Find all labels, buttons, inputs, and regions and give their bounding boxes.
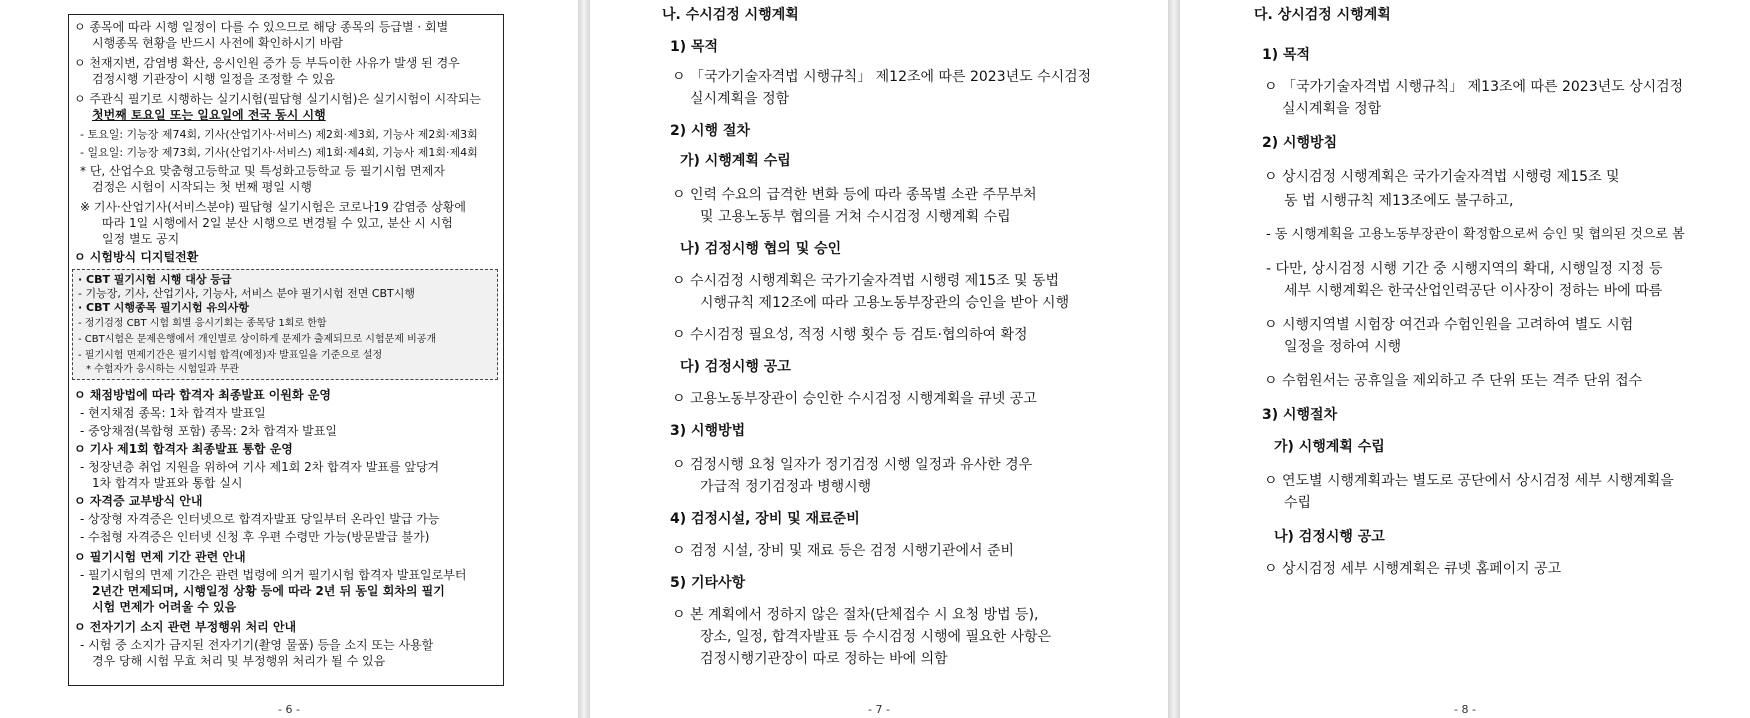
section-heading: ㅇ 자격증 교부방식 안내: [74, 494, 203, 508]
text-line: - 청장년층 취업 지원을 위하여 기사 제1회 2차 합격자 발표를 앞당겨: [80, 460, 440, 474]
text-line: ㅇ 시행지역별 시험장 여건과 수험인원을 고려하여 별도 시험: [1264, 317, 1634, 333]
page-number: - 7 -: [868, 703, 890, 716]
section-title: 나. 수시검정 시행계획: [662, 7, 799, 23]
cbt-heading: · CBT 시행종목 필기시험 유의사항: [78, 301, 249, 314]
text-line: - CBT시험은 문제은행에서 개인별로 상이하게 문제가 출제되므로 시험문제 비공개: [78, 334, 437, 345]
text-line: ㅇ 고용노동부장관이 승인한 수시검정 시행계획을 큐넷 공고: [672, 391, 1037, 407]
text-line: 경우 당해 시험 무효 처리 및 부정행위 처리가 될 수 있음: [92, 654, 386, 668]
text-line-emphasis: 시험 면제가 어려울 수 있음: [92, 600, 237, 614]
text-line: - 토요일: 기능장 제74회, 기사(산업기사·서비스) 제2회·제3회, 기능사 제2회·제3회: [80, 128, 478, 141]
text-line: ※ 기사·산업기사(서비스분야) 필답형 실기시험은 코로나19 감염증 상황에: [80, 200, 466, 214]
subsection-heading: 4) 검정시설, 장비 및 재료준비: [670, 511, 860, 527]
text-line: ㅇ 연도별 시행계획과는 별도로 공단에서 상시검정 세부 시행계획을: [1264, 473, 1674, 489]
text-line: - 필기시험의 면제 기간은 관련 법령에 의거 필기시험 합격자 발표일로부터: [80, 568, 467, 582]
text-line: ㅇ 천재지변, 감염병 확산, 응시인원 증가 등 부득이한 사유가 발생 된 경우: [74, 56, 460, 70]
section-heading: ㅇ 전자기기 소지 관련 부정행위 처리 안내: [74, 620, 297, 634]
page-gap: [1168, 0, 1180, 718]
text-line: - 정기검정 CBT 시험 회별 응시기회는 종목당 1회로 한함: [78, 318, 327, 329]
document-page-7: [590, 0, 1168, 718]
text-line: - 시험 중 소지가 금지된 전자기기(촬영 물품) 등을 소지 또는 사용할: [80, 638, 434, 652]
text-line: - 다만, 상시검정 시행 기간 중 시행지역의 확대, 시행일정 지정 등: [1266, 261, 1663, 277]
text-line: - 일요일: 기능장 제73회, 기사(산업기사·서비스) 제1회·제4회, 기능사 제1회·제4회: [80, 146, 478, 159]
section-heading: ㅇ 채점방법에 따라 합격자 최종발표 이원화 운영: [74, 388, 331, 402]
text-line-emphasis: 2년간 면제되며, 시행일정 상황 등에 따라 2년 뒤 동일 회차의 필기: [92, 584, 445, 598]
text-line: - 필기시험 면제기간은 필기시험 합격(예정)자 발표일을 기준으로 설정: [78, 350, 383, 361]
text-line: ㅇ 검정시행 요청 일자가 정기검정 시행 일정과 유사한 경우: [672, 457, 1033, 473]
text-line: ㅇ 수험원서는 공휴일을 제외하고 주 단위 또는 격주 단위 접수: [1264, 373, 1643, 389]
text-line: - 동 시행계획을 고용노동부장관이 확정함으로써 승인 및 협의된 것으로 봄: [1266, 227, 1685, 242]
text-line: 수립: [1284, 495, 1312, 511]
text-line: 가급적 정기검정과 병행시행: [700, 479, 872, 495]
text-line: 시행종목 현황을 반드시 사전에 확인하시기 바람: [92, 36, 343, 50]
text-line: ㅇ 「국가기술자격법 시행규칙」 제13조에 따른 2023년도 상시검정: [1264, 79, 1684, 95]
text-line: 동 법 시행규칙 제13조에도 불구하고,: [1284, 193, 1514, 209]
text-line: 세부 시행계획은 한국산업인력공단 이사장이 정하는 바에 따름: [1284, 283, 1663, 299]
text-line: ㅇ 주관식 필기로 시행하는 실기시험(필답형 실기시험)은 실기시험이 시작되는: [74, 92, 482, 106]
text-line: ㅇ 「국가기술자격법 시행규칙」 제12조에 따른 2023년도 수시검정: [672, 69, 1092, 85]
page-number: - 8 -: [1454, 703, 1476, 716]
text-line: ㅇ 상시검정 시행계획은 국가기술자격법 시행령 제15조 및: [1264, 169, 1620, 185]
subsection-heading: 2) 시행 절차: [670, 123, 750, 139]
text-line: * 수험자가 응시하는 시험일과 무관: [86, 364, 239, 375]
section-heading: ㅇ 기사 제1회 합격자 최종발표 통합 운영: [74, 442, 293, 456]
text-line: - 현지채점 종목: 1차 합격자 발표일: [80, 406, 266, 420]
text-line-emphasis: 첫번째 토요일 또는 일요일에 전국 동시 시행: [92, 108, 326, 122]
text-line: 실시계획을 정함: [1282, 101, 1382, 117]
subsection-heading: 5) 기타사항: [670, 575, 746, 591]
text-line: ㅇ 수시검정 필요성, 적정 시행 횟수 등 검토·협의하여 확정: [672, 327, 1028, 343]
page-number: - 6 -: [278, 703, 300, 716]
text-line: 1차 합격자 발표와 통합 실시: [92, 476, 243, 490]
page-gap: [578, 0, 590, 718]
text-line: ㅇ 인력 수요의 급격한 변화 등에 따라 종목별 소관 주무부처: [672, 187, 1037, 203]
text-line: - 기능장, 기사, 산업기사, 기능사, 서비스 분야 필기시험 전면 CBT시행: [78, 287, 416, 300]
cbt-heading: · CBT 필기시험 시행 대상 등급: [78, 273, 232, 286]
text-line: ㅇ 상시검정 세부 시행계획은 큐넷 홈페이지 공고: [1264, 561, 1562, 577]
subsection-heading: 3) 시행방법: [670, 423, 746, 439]
text-line: ㅇ 본 계획에서 정하지 않은 절차(단체접수 시 요청 방법 등),: [672, 607, 1039, 623]
section-title: 다. 상시검정 시행계획: [1254, 7, 1391, 23]
text-line: 따라 1일 시행에서 2일 분산 시행으로 변경될 수 있고, 분산 시 시험: [102, 216, 453, 230]
text-line: 및 고용노동부 협의를 거쳐 수시검정 시행계획 수립: [700, 209, 1011, 225]
text-line: 시행규칙 제12조에 따라 고용노동부장관의 승인을 받아 시행: [700, 295, 1070, 311]
subsection-heading: 나) 검정시행 협의 및 승인: [680, 241, 842, 257]
text-line: 검정시행기관장이 따로 정하는 바에 의함: [700, 651, 948, 667]
text-line: 일정을 정하여 시행: [1284, 339, 1402, 355]
document-page-8: [1180, 0, 1750, 718]
section-heading: ㅇ 필기시험 면제 기간 관련 안내: [74, 550, 246, 564]
text-line: 검정은 시험이 시작되는 첫 번째 평일 시행: [92, 180, 312, 194]
text-line: - 상장형 자격증은 인터넷으로 합격자발표 당일부터 온라인 발급 가능: [80, 512, 440, 526]
text-line: * 단, 산업수요 맞춤형고등학교 및 특성화고등학교 등 필기시험 면제자: [80, 164, 445, 178]
subsection-heading: 1) 목적: [670, 39, 719, 55]
text-line: 일정 별도 공지: [102, 232, 180, 246]
subsection-heading: 3) 시행절차: [1262, 407, 1338, 423]
text-line: ㅇ 수시검정 시행계획은 국가기술자격법 시행령 제15조 및 동법: [672, 273, 1060, 289]
subsection-heading: 다) 검정시행 공고: [680, 359, 791, 375]
subsection-heading: 1) 목적: [1262, 47, 1311, 63]
text-line: - 수첩형 자격증은 인터넷 신청 후 우편 수령만 가능(방문발급 불가): [80, 530, 430, 544]
text-line: 장소, 일정, 합격자발표 등 수시검정 시행에 필요한 사항은: [700, 629, 1052, 645]
document-page-6: [0, 0, 578, 718]
subsection-heading: 나) 검정시행 공고: [1274, 529, 1385, 545]
subsection-heading: 2) 시행방침: [1262, 135, 1338, 151]
text-line: 실시계획을 정함: [690, 91, 790, 107]
section-heading: ㅇ 시험방식 디지털전환: [74, 250, 199, 264]
subsection-heading: 가) 시행계획 수립: [1274, 439, 1385, 455]
text-line: 검정시행 기관장이 시행 일정을 조정할 수 있음: [92, 72, 336, 86]
text-line: - 중앙채점(복합형 포함) 종목: 2차 합격자 발표일: [80, 424, 337, 438]
text-line: ㅇ 종목에 따라 시행 일정이 다를 수 있으므로 해당 종목의 등급별 · 회별: [74, 20, 449, 34]
text-line: ㅇ 검정 시설, 장비 및 재료 등은 검정 시행기관에서 준비: [672, 543, 1015, 559]
subsection-heading: 가) 시행계획 수립: [680, 153, 791, 169]
